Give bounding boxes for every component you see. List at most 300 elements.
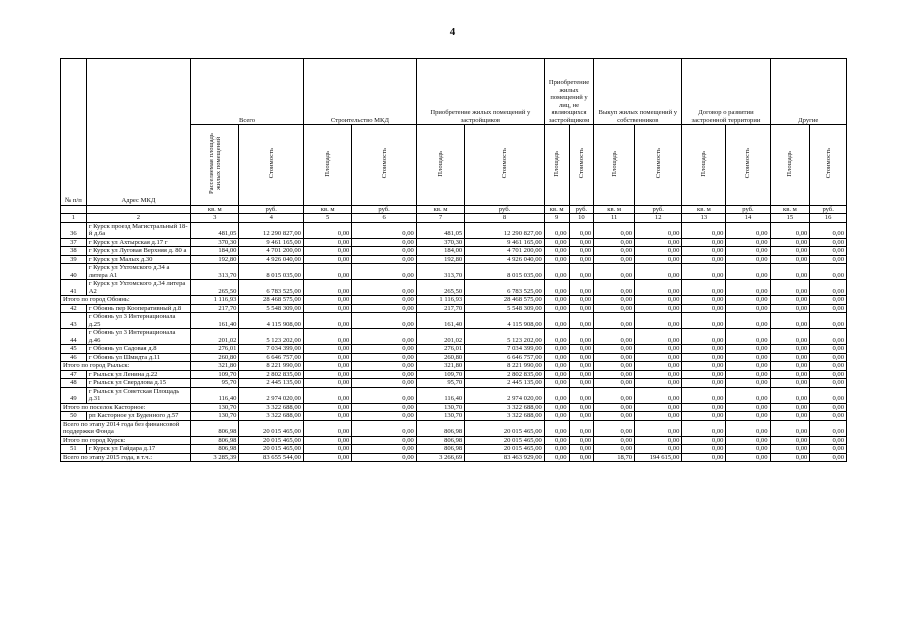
value-cell: 0,00 (569, 379, 594, 388)
value-cell: 0,00 (682, 453, 726, 462)
table-row (61, 379, 847, 388)
value-cell: 0,00 (635, 238, 682, 247)
row-number: 36 (61, 222, 87, 238)
table-row (61, 345, 847, 354)
value-cell: 0,00 (303, 412, 351, 421)
sub-header-cost: Стоимость (744, 148, 752, 179)
address-cell: г Курск ул Ухтомского д.34 литера А2 (86, 280, 190, 296)
row-number: 51 (61, 445, 87, 454)
value-cell: 0,00 (352, 304, 417, 313)
table-row (61, 445, 847, 454)
unit-cell: руб. (239, 205, 304, 214)
value-cell: 0,00 (726, 304, 770, 313)
value-cell: 8 221 990,00 (465, 362, 545, 371)
value-cell: 0,00 (635, 436, 682, 445)
value-cell: 95,70 (416, 379, 464, 388)
value-cell: 0,00 (352, 370, 417, 379)
row-number: 46 (61, 353, 87, 362)
value-cell: 0,00 (635, 255, 682, 264)
column-number: 9 (544, 214, 569, 223)
value-cell: 0,00 (352, 238, 417, 247)
value-cell: 0,00 (569, 255, 594, 264)
value-cell: 5 123 202,00 (239, 329, 304, 345)
unit-cell: кв. м (416, 205, 464, 214)
value-cell: 0,00 (635, 296, 682, 305)
value-cell: 3 322 688,00 (239, 403, 304, 412)
row-number: 44 (61, 329, 87, 345)
value-cell: 3 285,39 (191, 453, 239, 462)
value-cell: 3 322 688,00 (465, 403, 545, 412)
value-cell: 0,00 (770, 345, 810, 354)
unit-cell: кв. м (594, 205, 635, 214)
value-cell: 0,00 (352, 222, 417, 238)
value-cell: 0,00 (726, 353, 770, 362)
row-number: 41 (61, 280, 87, 296)
value-cell: 0,00 (810, 247, 847, 256)
value-cell: 0,00 (352, 345, 417, 354)
address-cell: г Рыльск ул Ленина д.22 (86, 370, 190, 379)
column-number: 11 (594, 214, 635, 223)
value-cell: 8 015 035,00 (465, 264, 545, 280)
value-cell: 806,98 (416, 445, 464, 454)
value-cell: 4 926 040,00 (465, 255, 545, 264)
value-cell: 0,00 (635, 222, 682, 238)
value-cell: 260,80 (191, 353, 239, 362)
row-number: 38 (61, 247, 87, 256)
value-cell: 0,00 (594, 313, 635, 329)
value-cell: 0,00 (544, 264, 569, 280)
sub-header-area: Площадь (786, 150, 794, 177)
value-cell: 0,00 (682, 379, 726, 388)
group-header-other: Другие (770, 59, 846, 125)
table-total-row (61, 296, 847, 305)
row-number: 43 (61, 313, 87, 329)
value-cell: 9 461 165,00 (239, 238, 304, 247)
value-cell: 3 322 688,00 (465, 412, 545, 421)
value-cell: 0,00 (569, 403, 594, 412)
group-header-construction: Строительство МКД (303, 59, 416, 125)
value-cell: 130,70 (416, 412, 464, 421)
unit-cell: руб. (810, 205, 847, 214)
value-cell: 0,00 (770, 255, 810, 264)
value-cell: 0,00 (544, 304, 569, 313)
value-cell: 0,00 (635, 412, 682, 421)
value-cell: 0,00 (635, 362, 682, 371)
value-cell: 0,00 (594, 436, 635, 445)
value-cell: 0,00 (682, 412, 726, 421)
value-cell: 481,05 (416, 222, 464, 238)
value-cell: 0,00 (810, 313, 847, 329)
value-cell: 109,70 (416, 370, 464, 379)
value-cell: 806,98 (416, 420, 464, 436)
value-cell: 0,00 (726, 313, 770, 329)
address-cell: г Обоянь ул 3 Интернационала д.25 (86, 313, 190, 329)
table-row (61, 412, 847, 421)
value-cell: 0,00 (352, 403, 417, 412)
value-cell: 0,00 (726, 255, 770, 264)
group-header-buyout: Выкуп жилых помещений у собственников (594, 59, 682, 125)
value-cell: 0,00 (352, 412, 417, 421)
address-cell: г Курск проезд Магистральный 18-й д.6а (86, 222, 190, 238)
row-number: 39 (61, 255, 87, 264)
num-header: № п/п (61, 59, 87, 206)
value-cell: 20 015 465,00 (239, 436, 304, 445)
value-cell: 0,00 (594, 387, 635, 403)
group-header-purchase-developers: Приобретение жилых помещений у застройщиков (416, 59, 544, 125)
value-cell: 0,00 (544, 353, 569, 362)
value-cell: 0,00 (594, 247, 635, 256)
value-cell: 3 322 688,00 (239, 412, 304, 421)
value-cell: 4 701 200,00 (465, 247, 545, 256)
value-cell: 0,00 (569, 264, 594, 280)
value-cell: 0,00 (544, 445, 569, 454)
value-cell: 370,30 (191, 238, 239, 247)
value-cell: 0,00 (770, 445, 810, 454)
value-cell: 0,00 (726, 420, 770, 436)
value-cell: 0,00 (635, 370, 682, 379)
value-cell: 0,00 (303, 387, 351, 403)
value-cell: 0,00 (810, 445, 847, 454)
row-number: 48 (61, 379, 87, 388)
value-cell: 0,00 (682, 222, 726, 238)
value-cell: 0,00 (303, 247, 351, 256)
unit-cell: кв. м (303, 205, 351, 214)
value-cell: 0,00 (682, 255, 726, 264)
value-cell: 0,00 (810, 353, 847, 362)
value-cell: 0,00 (303, 403, 351, 412)
value-cell: 0,00 (682, 436, 726, 445)
value-cell: 5 123 202,00 (465, 329, 545, 345)
address-cell: г Курск ул Луговая Верхняя д. 80 а (86, 247, 190, 256)
value-cell: 0,00 (770, 362, 810, 371)
value-cell: 0,00 (544, 436, 569, 445)
value-cell: 0,00 (303, 353, 351, 362)
value-cell: 0,00 (770, 329, 810, 345)
sub-header-cost: Стоимость (267, 148, 275, 179)
value-cell: 0,00 (770, 247, 810, 256)
value-cell: 130,70 (191, 403, 239, 412)
row-number: 45 (61, 345, 87, 354)
value-cell: 0,00 (352, 329, 417, 345)
value-cell: 0,00 (569, 296, 594, 305)
address-cell: г Курск ул Ахтырская д.17 г (86, 238, 190, 247)
value-cell: 0,00 (810, 436, 847, 445)
value-cell: 0,00 (635, 247, 682, 256)
sub-header-cost: Стоимость (824, 148, 832, 179)
value-cell: 0,00 (352, 296, 417, 305)
value-cell: 192,80 (191, 255, 239, 264)
value-cell: 0,00 (770, 353, 810, 362)
value-cell: 7 034 399,00 (239, 345, 304, 354)
value-cell: 0,00 (770, 238, 810, 247)
value-cell: 20 015 465,00 (239, 445, 304, 454)
value-cell: 313,70 (191, 264, 239, 280)
address-cell: г Рыльск ул Свердлова д.15 (86, 379, 190, 388)
value-cell: 116,40 (191, 387, 239, 403)
value-cell: 0,00 (682, 387, 726, 403)
column-number: 12 (635, 214, 682, 223)
value-cell: 0,00 (770, 280, 810, 296)
sub-header-cost: Стоимость (501, 148, 508, 179)
address-cell: г Рыльск ул Советская Площадь д.31 (86, 387, 190, 403)
value-cell: 0,00 (303, 379, 351, 388)
value-cell: 109,70 (191, 370, 239, 379)
value-cell: 0,00 (770, 296, 810, 305)
row-number: 37 (61, 238, 87, 247)
total-label: Итого по поселок Касторное: (61, 403, 191, 412)
value-cell: 0,00 (544, 255, 569, 264)
value-cell: 0,00 (544, 329, 569, 345)
value-cell: 0,00 (303, 280, 351, 296)
value-cell: 0,00 (726, 379, 770, 388)
value-cell: 5 548 309,00 (239, 304, 304, 313)
value-cell: 0,00 (303, 255, 351, 264)
value-cell: 0,00 (569, 313, 594, 329)
sub-header-cost: Стоимость (654, 148, 662, 179)
value-cell: 0,00 (810, 420, 847, 436)
table-row (61, 247, 847, 256)
value-cell: 0,00 (569, 329, 594, 345)
value-cell: 806,98 (191, 420, 239, 436)
value-cell: 0,00 (810, 222, 847, 238)
value-cell: 0,00 (682, 362, 726, 371)
value-cell: 0,00 (726, 247, 770, 256)
value-cell: 0,00 (569, 420, 594, 436)
value-cell: 0,00 (352, 362, 417, 371)
value-cell: 0,00 (544, 403, 569, 412)
value-cell: 0,00 (770, 420, 810, 436)
row-number: 47 (61, 370, 87, 379)
address-cell: г Курск ул Малых д.30 (86, 255, 190, 264)
table-total-row (61, 420, 847, 436)
value-cell: 0,00 (569, 370, 594, 379)
address-cell: г Курск ул Ухтомского д.34 а литера А1 (86, 264, 190, 280)
value-cell: 0,00 (569, 362, 594, 371)
value-cell: 0,00 (352, 436, 417, 445)
resettlement-table (60, 58, 847, 462)
value-cell: 0,00 (594, 379, 635, 388)
table-total-row (61, 453, 847, 462)
value-cell: 0,00 (635, 345, 682, 354)
value-cell: 0,00 (569, 436, 594, 445)
value-cell: 0,00 (594, 345, 635, 354)
value-cell: 0,00 (594, 329, 635, 345)
value-cell: 806,98 (191, 436, 239, 445)
value-cell: 265,50 (416, 280, 464, 296)
value-cell: 0,00 (810, 370, 847, 379)
value-cell: 0,00 (682, 345, 726, 354)
value-cell: 0,00 (726, 445, 770, 454)
value-cell: 9 461 165,00 (465, 238, 545, 247)
table-row (61, 304, 847, 313)
sub-header-resettled-area: Расселяемая площадь жилых помещений (207, 133, 222, 194)
sub-header-area: Площадь (610, 150, 618, 177)
value-cell: 0,00 (569, 222, 594, 238)
value-cell: 12 290 827,00 (465, 222, 545, 238)
value-cell: 0,00 (569, 353, 594, 362)
value-cell: 0,00 (352, 264, 417, 280)
value-cell: 0,00 (726, 453, 770, 462)
value-cell: 0,00 (810, 255, 847, 264)
group-header-territory-contract: Договор о развитии застроенной территории (682, 59, 770, 125)
value-cell: 0,00 (810, 280, 847, 296)
unit-cell: кв. м (682, 205, 726, 214)
value-cell: 0,00 (303, 304, 351, 313)
value-cell: 0,00 (569, 453, 594, 462)
value-cell: 0,00 (635, 353, 682, 362)
value-cell: 0,00 (726, 296, 770, 305)
unit-cell: руб. (352, 205, 417, 214)
value-cell: 130,70 (191, 412, 239, 421)
table-row (61, 264, 847, 280)
row-number: 49 (61, 387, 87, 403)
value-cell: 0,00 (810, 264, 847, 280)
value-cell: 6 783 525,00 (465, 280, 545, 296)
value-cell: 0,00 (682, 280, 726, 296)
value-cell: 0,00 (544, 379, 569, 388)
value-cell: 0,00 (770, 313, 810, 329)
total-label: Итого по город Обоянь: (61, 296, 191, 305)
value-cell: 7 034 399,00 (465, 345, 545, 354)
table-body (61, 222, 847, 462)
value-cell: 0,00 (569, 345, 594, 354)
value-cell: 0,00 (726, 436, 770, 445)
address-cell: г Обоянь ул 3 Интернационала д.46 (86, 329, 190, 345)
column-numbers-row (61, 214, 847, 223)
total-label: Всего по этапу 2014 года без финансовой поддержки Фонда (61, 420, 191, 436)
value-cell: 0,00 (303, 345, 351, 354)
value-cell: 0,00 (635, 264, 682, 280)
value-cell: 0,00 (770, 403, 810, 412)
value-cell: 0,00 (303, 329, 351, 345)
value-cell: 0,00 (594, 255, 635, 264)
value-cell: 0,00 (594, 362, 635, 371)
value-cell: 0,00 (569, 304, 594, 313)
value-cell: 0,00 (635, 329, 682, 345)
value-cell: 0,00 (594, 353, 635, 362)
value-cell: 8 221 990,00 (239, 362, 304, 371)
value-cell: 321,80 (416, 362, 464, 371)
column-number: 10 (569, 214, 594, 223)
value-cell: 0,00 (352, 313, 417, 329)
value-cell: 6 783 525,00 (239, 280, 304, 296)
table-row (61, 238, 847, 247)
page-number: 4 (449, 26, 456, 38)
value-cell: 0,00 (810, 387, 847, 403)
value-cell: 201,02 (191, 329, 239, 345)
address-cell: г Обоянь ул Садовая д.8 (86, 345, 190, 354)
value-cell: 0,00 (810, 296, 847, 305)
value-cell: 0,00 (544, 280, 569, 296)
value-cell: 0,00 (544, 313, 569, 329)
value-cell: 0,00 (810, 362, 847, 371)
value-cell: 0,00 (303, 238, 351, 247)
column-number: 8 (465, 214, 545, 223)
value-cell: 0,00 (569, 280, 594, 296)
table-row (61, 370, 847, 379)
value-cell: 95,70 (191, 379, 239, 388)
row-number: 40 (61, 264, 87, 280)
sub-header-area: Площадь (700, 150, 708, 177)
value-cell: 4 115 908,00 (239, 313, 304, 329)
value-cell: 2 445 135,00 (465, 379, 545, 388)
value-cell: 0,00 (303, 264, 351, 280)
unit-cell: кв. м (770, 205, 810, 214)
value-cell: 0,00 (594, 412, 635, 421)
value-cell: 0,00 (303, 370, 351, 379)
column-number: 7 (416, 214, 464, 223)
value-cell: 20 015 465,00 (465, 445, 545, 454)
value-cell: 0,00 (635, 445, 682, 454)
value-cell: 0,00 (682, 313, 726, 329)
value-cell: 0,00 (352, 445, 417, 454)
value-cell: 0,00 (770, 370, 810, 379)
value-cell: 481,05 (191, 222, 239, 238)
value-cell: 184,00 (191, 247, 239, 256)
value-cell: 0,00 (770, 222, 810, 238)
value-cell: 194 615,00 (635, 453, 682, 462)
address-cell: г Обоянь пер Кооперативный д.8 (86, 304, 190, 313)
value-cell: 5 548 309,00 (465, 304, 545, 313)
value-cell: 0,00 (682, 304, 726, 313)
value-cell: 0,00 (726, 345, 770, 354)
value-cell: 0,00 (544, 412, 569, 421)
value-cell: 0,00 (770, 379, 810, 388)
value-cell: 0,00 (544, 370, 569, 379)
value-cell: 28 468 575,00 (465, 296, 545, 305)
unit-cell: руб. (569, 205, 594, 214)
column-number: 15 (770, 214, 810, 223)
value-cell: 0,00 (810, 329, 847, 345)
value-cell: 0,00 (726, 403, 770, 412)
value-cell: 0,00 (544, 296, 569, 305)
value-cell: 0,00 (682, 353, 726, 362)
value-cell: 6 646 757,00 (465, 353, 545, 362)
value-cell: 0,00 (682, 264, 726, 280)
value-cell: 2 802 835,00 (239, 370, 304, 379)
value-cell: 0,00 (544, 345, 569, 354)
value-cell: 0,00 (726, 222, 770, 238)
value-cell: 0,00 (594, 370, 635, 379)
value-cell: 4 701 200,00 (239, 247, 304, 256)
units-row (61, 205, 847, 214)
value-cell: 0,00 (303, 445, 351, 454)
table-row (61, 353, 847, 362)
value-cell: 0,00 (594, 403, 635, 412)
sub-header-cost: Стоимость (380, 148, 388, 179)
value-cell: 0,00 (569, 247, 594, 256)
value-cell: 0,00 (810, 238, 847, 247)
value-cell: 276,01 (416, 345, 464, 354)
value-cell: 0,00 (770, 453, 810, 462)
value-cell: 0,00 (682, 247, 726, 256)
value-cell: 0,00 (770, 436, 810, 445)
value-cell: 201,02 (416, 329, 464, 345)
value-cell: 1 116,93 (191, 296, 239, 305)
value-cell: 0,00 (569, 238, 594, 247)
value-cell: 0,00 (770, 412, 810, 421)
value-cell: 0,00 (594, 280, 635, 296)
value-cell: 0,00 (352, 353, 417, 362)
value-cell: 370,30 (416, 238, 464, 247)
value-cell: 130,70 (416, 403, 464, 412)
value-cell: 0,00 (352, 453, 417, 462)
value-cell: 0,00 (726, 264, 770, 280)
value-cell: 83 655 544,00 (239, 453, 304, 462)
value-cell: 0,00 (635, 403, 682, 412)
value-cell: 2 445 135,00 (239, 379, 304, 388)
table-row (61, 255, 847, 264)
